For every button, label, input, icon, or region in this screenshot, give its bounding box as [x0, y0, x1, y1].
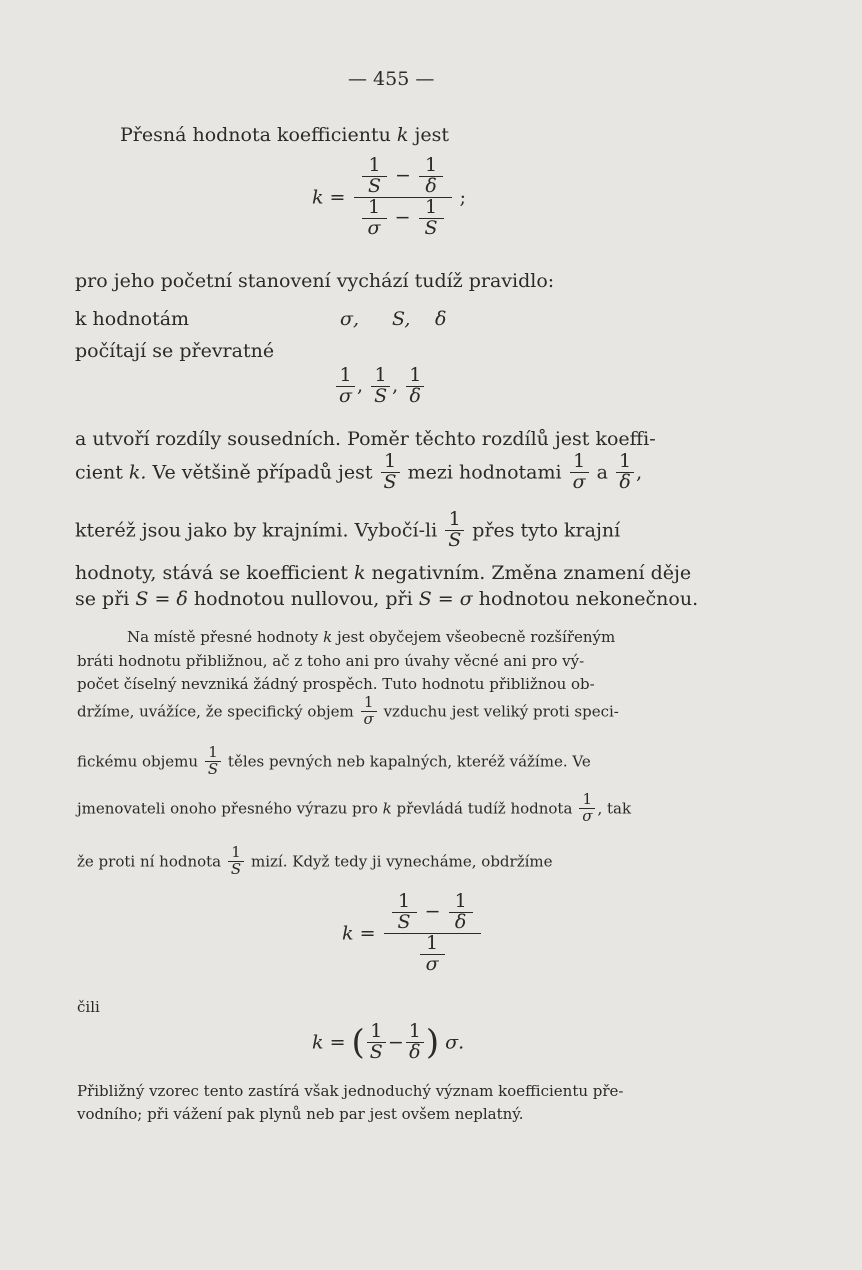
note-line2: bráti hodnotu přibližnou, ač z toho ani pro úvahy věcné ani pro vý-: [77, 652, 585, 670]
note-line7: že proti ní hodnota $\frac{1}{S}$ mizí. Když tedy ji vynecháme, obdržíme: [77, 843, 553, 878]
para2-line1: a utvoří rozdíly sousedních. Poměr těchto rozdílů jest koeffi-: [75, 428, 656, 450]
note-line5: fickému objemu $\frac{1}{S}$ těles pevných neb kapalných, kteréž vážíme. Ve: [77, 743, 591, 778]
para2-line3: kteréž jsou jako by krajními. Vybočí-li $\frac{1}{S}$ přes tyto krajní: [75, 508, 621, 551]
note-line1: Na místě přesné hodnoty k jest obyčejem všeobecně rozšířeným: [127, 628, 616, 646]
note-line3: počet číselný nevzniká žádný prospěch. Tuto hodnotu přibližnou ob-: [77, 675, 595, 693]
note-line8: Přibližný vzorec tento zastírá však jednoduchý význam koefficientu pře-: [77, 1082, 624, 1100]
reciprocals-formula: $\frac{1}{\sigma}$ , $\frac{1}{S}$ , $\frac{1}{\delta}$: [334, 366, 426, 407]
approx-formula-1: k = $\frac{1}{S}$ − $\frac{1}{\delta}$ $\frac{1}{\sigma}$: [342, 892, 483, 975]
page-number: — 455 —: [348, 68, 435, 90]
approx-formula-2: k = ( $\frac{1}{S}$ − $\frac{1}{\delta}$ ) σ.: [312, 1020, 465, 1063]
reciprocal-label: počítají se převratné: [75, 340, 275, 362]
cili-label: čili: [77, 998, 100, 1016]
value-S: S,: [392, 308, 411, 330]
values-line: k hodnotám: [75, 308, 190, 330]
para2-line4: hodnoty, stává se koefficient k negativním. Změna znamení děje: [75, 562, 692, 584]
value-sigma: σ,: [340, 308, 360, 330]
para2-line5: se při S = δ hodnotou nullovou, při S = σ hodnotou nekonečnou.: [75, 588, 699, 610]
intro-line: Přesná hodnota koefficientu k jest: [120, 124, 449, 146]
rule-line: pro jeho početní stanovení vychází tudíž pravidlo:: [75, 270, 555, 292]
exact-coefficient-formula: k = $\frac{1}{S}$ − $\frac{1}{\delta}$ $\frac{1}{\sigma}$ − $\frac{1}{S}$ ;: [312, 154, 467, 239]
note-line4: držíme, uvážíce, že specifický objem $\frac{1}{\sigma}$ vzduchu jest veliký proti speci-: [77, 693, 619, 728]
value-delta: δ: [435, 308, 447, 330]
para2-line2: cient k. Ve většině případů jest $\frac{1}{S}$ mezi hodnotami $\frac{1}{\sigma}$ a $\frac{1}{\delta}$ ,: [75, 450, 643, 493]
note-line6: jmenovateli onoho přesného výrazu pro k převládá tudíž hodnota $\frac{1}{\sigma}$ , tak: [77, 790, 632, 825]
note-line9: vodního; při vážení pak plynů neb par jest ovšem neplatný.: [77, 1105, 524, 1123]
